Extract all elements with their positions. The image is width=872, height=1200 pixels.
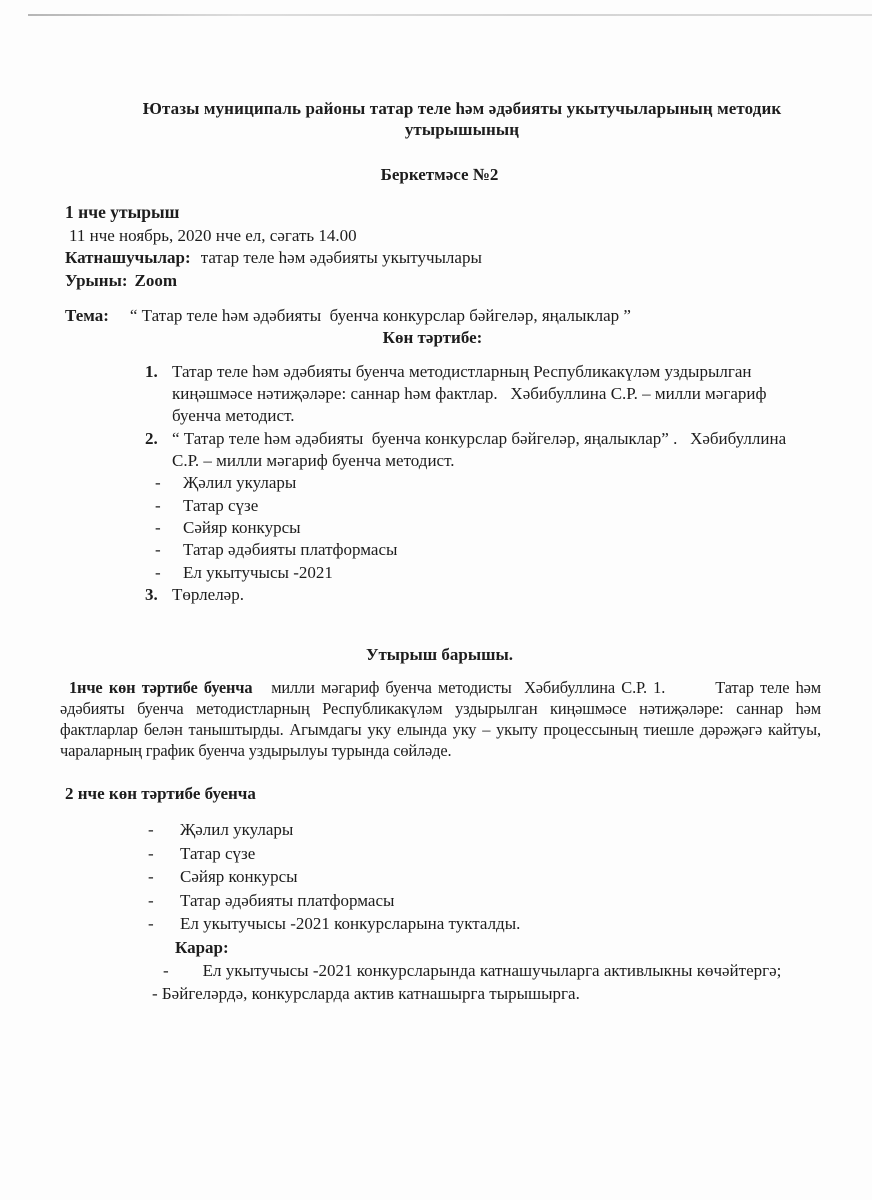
proceedings-heading: Утырыш барышы. xyxy=(365,645,514,665)
session-datetime: 11 нче ноябрь, 2020 нче ел, сәгать 14.00 xyxy=(69,226,357,245)
second-list-item-4-text: Татар әдәбияты платформасы xyxy=(180,890,395,910)
session-heading: 1 нче утырыш xyxy=(65,202,180,222)
participants-label: Катнашучылар: xyxy=(65,248,191,268)
second-list-item-5 xyxy=(65,912,814,936)
dash-marker: - xyxy=(155,473,161,493)
agenda-list xyxy=(65,361,814,606)
scan-artifact-line xyxy=(28,14,872,16)
location-label: Урыны: xyxy=(65,270,128,290)
dash-marker: - xyxy=(148,914,154,934)
agenda-subitem-2 xyxy=(65,495,814,517)
document-body xyxy=(60,98,825,1006)
second-agenda-heading: 2 нче көн тәртибе буенча xyxy=(65,784,256,804)
proceedings-paragraph xyxy=(60,677,825,761)
agenda-subitem-4 xyxy=(65,539,814,561)
location-value: Zoom xyxy=(134,270,178,290)
theme-line xyxy=(65,305,814,327)
agenda-item-1-number: 1. xyxy=(145,361,158,381)
decision-line-1: - Ел укытучысы -2021 конкурсларында катнашучыларга активлыкны көчәйтергә; xyxy=(163,961,782,981)
second-list-item-4 xyxy=(65,889,814,913)
dash-marker: - xyxy=(148,867,154,887)
second-list-item-1 xyxy=(65,818,814,842)
agenda-subitem-5-text: Ел укытучысы -2021 xyxy=(183,562,333,582)
protocol-number: Беркетмәсе №2 xyxy=(380,165,499,184)
agenda-subitem-1 xyxy=(65,472,814,494)
agenda-item-2-text: “ Татар теле һәм әдәбияты буенча конкурслар бәйгеләр, яңалыклар” . Хәбибуллина С.Р. – милли мәгариф буенча методист. xyxy=(172,428,791,471)
agenda-heading: Көн тәртибе: xyxy=(382,327,483,347)
agenda-item-2-number: 2. xyxy=(145,428,158,448)
agenda-subitem-3 xyxy=(65,517,814,539)
participants-line xyxy=(65,247,814,269)
dash-marker: - xyxy=(148,820,154,840)
agenda-item-1-text: Татар теле һәм әдәбияты буенча методистларның Республикакүләм уздырылган киңәшмәсе нәтиҗәләре: саннар һәм фактлар. Хәбибуллина С.Р. – милли мәгариф буенча методист. xyxy=(172,361,771,426)
participants-value: татар теле һәм әдәбияты укытучылары xyxy=(200,248,482,268)
dash-marker: - xyxy=(155,540,161,560)
second-list-item-3-text: Сәйяр конкурсы xyxy=(180,867,298,887)
dash-marker: - xyxy=(155,517,161,537)
theme-value: “ Татар теле һәм әдәбияты буенча конкурслар бәйгеләр, яңалыклар ” xyxy=(129,305,631,325)
decision-heading: Карар: xyxy=(175,937,229,957)
agenda-item-1 xyxy=(65,361,814,428)
dash-marker: - xyxy=(148,843,154,863)
second-agenda-list xyxy=(65,818,814,936)
agenda-item-3-text: Төрлеләр. xyxy=(172,584,244,604)
decision-line-2: - Бәйгеләрдә, конкурсларда актив катнашырга тырышырга. xyxy=(152,984,580,1004)
dash-marker: - xyxy=(148,890,154,910)
agenda-subitem-1-text: Җәлил укулары xyxy=(183,473,297,493)
second-list-item-2-text: Татар сүзе xyxy=(180,843,256,863)
agenda-subitem-2-text: Татар сүзе xyxy=(183,495,259,515)
second-list-item-1-text: Җәлил укулары xyxy=(180,820,294,840)
agenda-item-3-number: 3. xyxy=(145,584,158,604)
dash-marker: - xyxy=(155,495,161,515)
agenda-subitem-4-text: Татар әдәбияты платформасы xyxy=(183,540,398,560)
dash-marker: - xyxy=(155,562,161,582)
proceedings-paragraph-lead: 1нче көн тәртибе буенча xyxy=(69,678,253,698)
agenda-subitem-5 xyxy=(65,562,814,584)
agenda-subitem-3-text: Сәйяр конкурсы xyxy=(183,517,301,537)
agenda-item-3 xyxy=(65,584,814,606)
document-title: Ютазы муниципаль районы татар теле һәм әдәбияты укытучыларының методик утырышының xyxy=(142,99,786,139)
theme-label: Тема: xyxy=(65,305,109,325)
location-line xyxy=(65,270,814,292)
agenda-item-2 xyxy=(65,428,814,473)
proceedings-paragraph-body: милли мәгариф буенча методисты Хәбибуллина С.Р. 1. Татар теле һәм әдәбияты буенча методистларның Республикакүләм уздырылган киңәшмәсе нәтиҗәләре: саннар һәм фактларлар белән таныштырды. Агымдагы уку елында уку – укыту процессының тиешле дәрәҗәгә кайтуы, чараларның график буенча уздырылуы турында сөйләде. xyxy=(60,678,825,761)
second-list-item-3 xyxy=(65,865,814,889)
second-list-item-2 xyxy=(65,842,814,866)
second-list-item-5-text: Ел укытучысы -2021 конкурсларына тукталды. xyxy=(180,914,521,934)
